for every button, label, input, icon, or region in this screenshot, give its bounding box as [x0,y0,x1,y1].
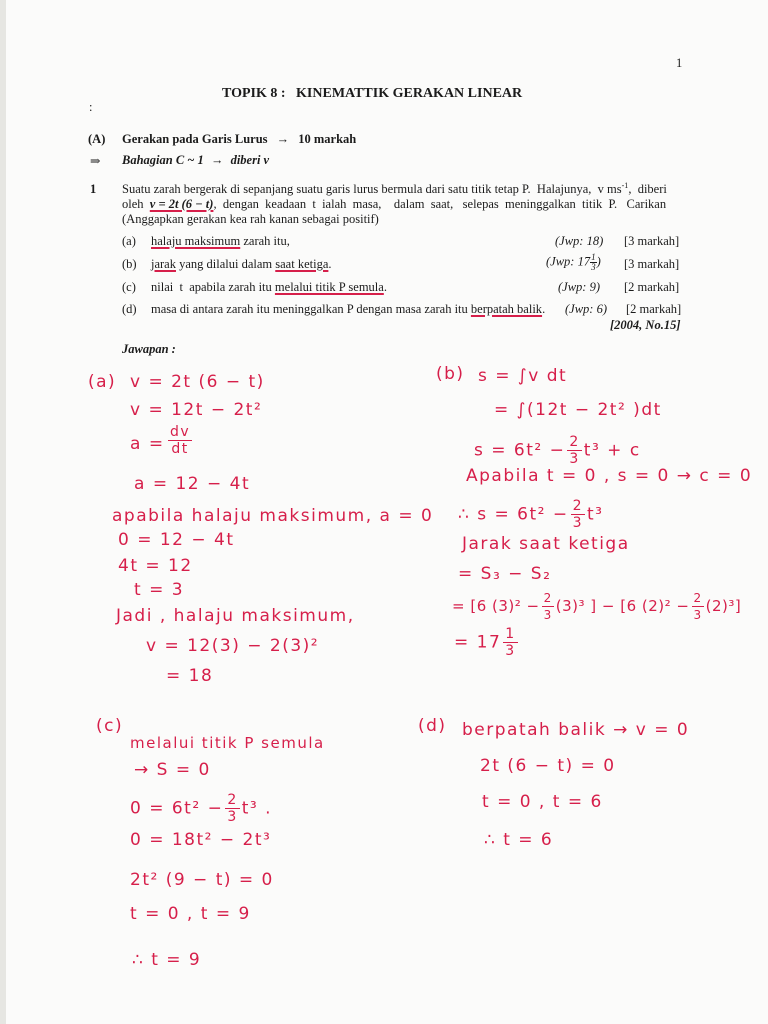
subsection-given: diberi v [230,153,270,167]
answer-a-line: apabila halaju maksimum, a = 0 [112,506,434,526]
part-a-answer: (Jwp: 18) [555,234,604,248]
answer-b-text: s = 6t² − [474,440,566,461]
part-d-marks: [2 markah] [626,302,682,316]
part-c-pre: nilai t apabila zarah itu [151,280,275,294]
part-c-text [151,280,387,295]
answer-b-line: Jarak saat ketiga [462,534,630,554]
answer-a-line: 0 = 12 − 4t [118,530,235,550]
derivative-numerator: dv [170,424,191,440]
answer-b-text: t³ [587,504,604,525]
part-a-rest: zarah itu, [240,234,290,248]
question-line-1-text: Suatu zarah bergerak di sepanjang suatu garis lurus bermula dari satu titik tetap P. Halajunya, v ms [122,182,622,197]
question-line-2-text: , dengan keadaan t ialah masa, dalam saat, selepas meninggalkan titik P. Carikan [213,197,667,211]
question-number: 1 [90,182,97,196]
part-b-text [151,257,332,272]
fraction-denominator: 3 [572,515,583,531]
answer-b-text: = [6 (3)² − [452,597,540,615]
part-d-label: (d) [122,302,137,316]
answer-b-line [474,434,641,467]
answer-c-label: (c) [96,716,124,736]
part-d-answer: (Jwp: 6) [565,302,607,316]
answer-a-line: 4t = 12 [118,556,193,576]
answer-b-line: s = ∫v dt [478,366,568,386]
answer-d-line: berpatah balik → v = 0 [462,720,690,740]
answer-c-line: t = 0 , t = 9 [130,904,251,924]
answer-a-line: v = 12t − 2t² [130,400,263,420]
part-b-rest: . [328,257,332,271]
part-b-marks: [3 markah] [624,257,680,271]
subsection-title [122,153,269,168]
derivative-denominator: dt [171,441,189,457]
answer-a-line: a = [130,434,165,454]
section-title [122,132,356,147]
unit-exponent: -1 [621,181,629,190]
answer-b-text: (3)³ ] − [6 (2)² − [555,597,690,615]
answer-a-line: v = 12(3) − 2(3)² [146,636,320,656]
answer-b-line [452,590,741,623]
part-c-marks: [2 markah] [624,280,680,294]
fraction-numerator: 1 [505,626,516,642]
section-label: (A) [88,132,106,146]
fraction-denominator: 3 [505,643,516,659]
question-line-1 [122,181,667,197]
answer-c-line [130,792,272,825]
answer-b-label: (b) [436,364,465,384]
answer-b-line [458,498,603,531]
part-a-marks: [3 markah] [624,234,680,248]
answer-a-line: v = 2t (6 − t) [130,372,265,392]
question-line-2 [122,197,666,212]
answer-a-line: a = 12 − 4t [134,474,251,494]
fraction-numerator: 2 [569,434,580,450]
section-title-text: Gerakan pada Garis Lurus [122,132,268,146]
answer-a-label: (a) [88,372,117,392]
part-d-text [151,302,545,317]
part-a-text [151,234,290,249]
answer-a-line: t = 3 [134,580,185,600]
fraction-numerator: 2 [693,591,702,605]
question-line-3: (Anggapkan gerakan kea rah kanan sebagai positif) [122,212,379,226]
answer-d-line: t = 0 , t = 6 [482,792,603,812]
question-line-1-end: , diberi [628,182,667,197]
section-marks: 10 markah [298,132,357,146]
part-d-rest: . [542,302,546,316]
part-c-answer: (Jwp: 9) [558,280,600,294]
question-line-2-start: oleh [122,197,144,211]
fraction-numerator: 2 [227,792,238,808]
answer-c-line: 0 = 18t² − 2t³ [130,830,272,850]
answer-b-text: = 17 [454,632,502,653]
answer-b-line: = ∫(12t − 2t² )dt [494,400,662,420]
part-a-highlight: halaju maksimum [151,234,241,248]
subsection-arrow: ⇒ [90,154,101,168]
answer-b-line: Apabila t = 0 , s = 0 → c = 0 [466,466,753,486]
scan-edge [0,0,6,1024]
answer-b-text: ∴ s = 6t² − [458,504,569,525]
fraction-numerator: 2 [543,591,552,605]
part-c-label: (c) [122,280,136,294]
part-b-highlight-2: saat ketiga [275,257,329,271]
answer-d-label: (d) [418,716,447,736]
part-b-highlight: jarak [151,257,176,271]
question-source: [2004, No.15] [610,318,681,332]
part-c-rest: . [383,280,387,294]
subsection-arrow-2: → [210,153,224,167]
fraction-numerator: 1 [591,252,596,262]
fraction-denominator: 3 [227,809,238,825]
fraction-denominator: 3 [591,262,596,272]
part-b-answer-post: ) [596,254,601,269]
answer-b-text: t³ + c [583,440,641,461]
section-arrow: → [276,132,290,146]
subsection-part: Bahagian C ~ 1 [122,153,204,167]
part-b-mid: yang dilalui dalam [175,257,276,271]
jawapan-heading: Jawapan : [122,342,176,356]
fraction-denominator: 3 [543,608,552,622]
answer-d-line: 2t (6 − t) = 0 [480,756,616,776]
velocity-equation: v = 2t (6 − t) [149,197,214,211]
answer-b-text: (2)³] [705,597,742,615]
answer-c-text: t³ . [241,798,273,819]
part-b-label: (b) [122,257,137,271]
part-a-label: (a) [122,234,136,248]
part-b-answer [546,253,601,272]
answer-a-line: Jadi , halaju maksimum, [116,606,355,626]
part-c-highlight: melalui titik P semula [274,280,384,294]
answer-c-line: 2t² (9 − t) = 0 [130,870,274,890]
part-b-answer-pre: (Jwp: 17 [546,254,591,269]
answer-d-result: ∴ t = 6 [484,830,554,850]
fraction-numerator: 2 [572,498,583,514]
part-d-pre: masa di antara zarah itu meninggalkan P dengan masa zarah itu [151,302,471,316]
answer-c-line: → S = 0 [134,760,211,780]
fraction-denominator: 3 [569,451,580,467]
fraction-denominator: 3 [693,608,702,622]
answer-a-result: = 18 [166,666,214,686]
answer-a-derivative [168,424,192,457]
page-title: TOPIK 8 : KINEMATTIK GERAKAN LINEAR [222,86,523,101]
answer-b-line: = S₃ − S₂ [458,564,552,584]
answer-b-result [454,626,518,659]
answer-c-line: melalui titik P semula [130,734,325,752]
part-d-highlight: berpatah balik [470,302,543,316]
stray-mark: : [89,100,93,114]
answer-c-result: ∴ t = 9 [132,950,202,970]
page-number: 1 [676,56,683,70]
answer-c-text: 0 = 6t² − [130,798,224,819]
